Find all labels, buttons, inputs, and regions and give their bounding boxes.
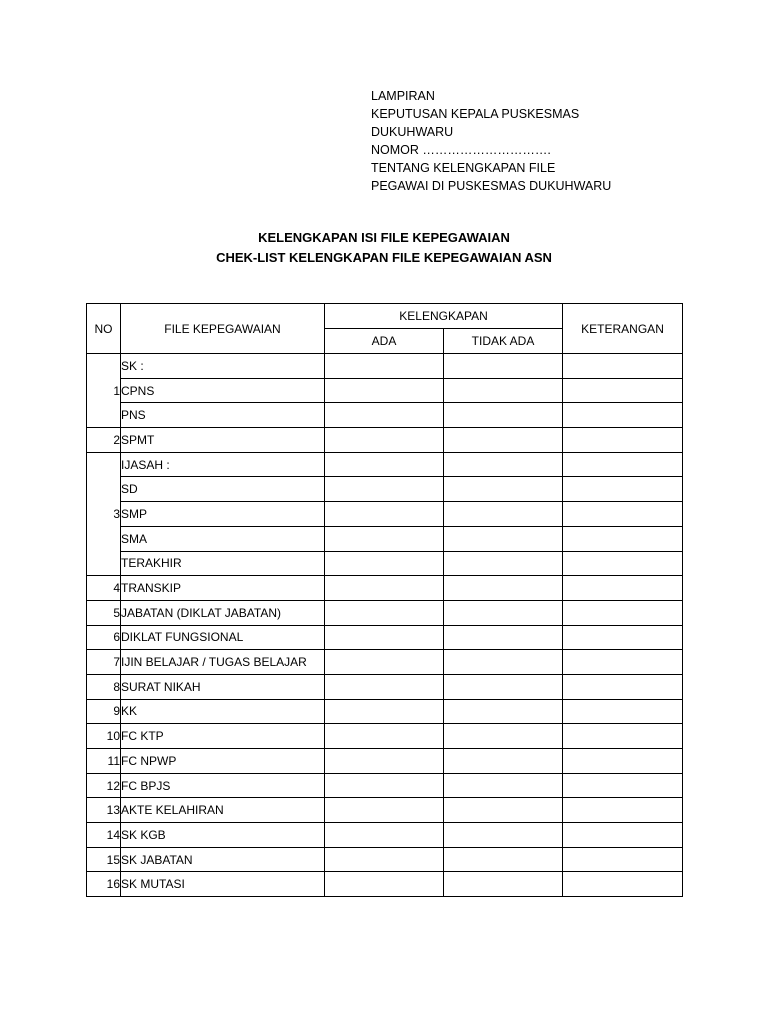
file-item-label: FC NPWP xyxy=(121,749,325,774)
row-number: 16 xyxy=(87,872,121,897)
tidak-ada-cell xyxy=(444,625,563,650)
keterangan-cell xyxy=(563,699,683,724)
table-row xyxy=(87,526,683,551)
tidak-ada-cell xyxy=(444,428,563,453)
ada-cell xyxy=(325,847,444,872)
keterangan-cell xyxy=(563,354,683,379)
keterangan-cell xyxy=(563,847,683,872)
row-number: 7 xyxy=(87,650,121,675)
file-item-label: TRANSKIP xyxy=(121,576,325,601)
ada-cell xyxy=(325,551,444,576)
row-number: 1 xyxy=(87,354,121,428)
file-item-label: AKTE KELAHIRAN xyxy=(121,798,325,823)
ada-cell xyxy=(325,526,444,551)
table-row xyxy=(87,428,683,453)
ada-cell xyxy=(325,699,444,724)
keterangan-cell xyxy=(563,452,683,477)
header-tidak-ada: TIDAK ADA xyxy=(444,329,563,354)
keterangan-cell xyxy=(563,674,683,699)
table-row xyxy=(87,724,683,749)
header-line: DUKUHWARU xyxy=(371,125,454,139)
header-file: FILE KEPEGAWAIAN xyxy=(121,304,325,354)
table-row xyxy=(87,551,683,576)
header-keterangan: KETERANGAN xyxy=(563,304,683,354)
keterangan-cell xyxy=(563,551,683,576)
keterangan-cell xyxy=(563,526,683,551)
header-line: LAMPIRAN xyxy=(371,89,435,103)
file-item-label: SD xyxy=(121,477,325,502)
row-number: 8 xyxy=(87,674,121,699)
row-number: 2 xyxy=(87,428,121,453)
keterangan-cell xyxy=(563,477,683,502)
file-item-label: DIKLAT FUNGSIONAL xyxy=(121,625,325,650)
table-row xyxy=(87,576,683,601)
checklist-table xyxy=(86,303,683,897)
keterangan-cell xyxy=(563,798,683,823)
table-row xyxy=(87,823,683,848)
row-number: 14 xyxy=(87,823,121,848)
table-row xyxy=(87,674,683,699)
header-line: KEPUTUSAN KEPALA PUSKESMAS xyxy=(371,107,580,121)
table-row xyxy=(87,699,683,724)
tidak-ada-cell xyxy=(444,823,563,848)
row-number: 9 xyxy=(87,699,121,724)
file-item-label: FC BPJS xyxy=(121,773,325,798)
table-row xyxy=(87,798,683,823)
file-item-label: FC KTP xyxy=(121,724,325,749)
ada-cell xyxy=(325,823,444,848)
tidak-ada-cell xyxy=(444,749,563,774)
keterangan-cell xyxy=(563,823,683,848)
table-row xyxy=(87,403,683,428)
table-row xyxy=(87,452,683,477)
header-line: TENTANG KELENGKAPAN FILE xyxy=(371,161,556,175)
file-item-label: SK KGB xyxy=(121,823,325,848)
tidak-ada-cell xyxy=(444,600,563,625)
keterangan-cell xyxy=(563,724,683,749)
keterangan-cell xyxy=(563,403,683,428)
header-line: NOMOR …………………………. xyxy=(371,143,551,157)
header-ada: ADA xyxy=(325,329,444,354)
ada-cell xyxy=(325,749,444,774)
file-item-label: SK MUTASI xyxy=(121,872,325,897)
tidak-ada-cell xyxy=(444,650,563,675)
keterangan-cell xyxy=(563,773,683,798)
document-title xyxy=(0,228,768,268)
keterangan-cell xyxy=(563,625,683,650)
tidak-ada-cell xyxy=(444,452,563,477)
file-item-label: SK JABATAN xyxy=(121,847,325,872)
tidak-ada-cell xyxy=(444,477,563,502)
tidak-ada-cell xyxy=(444,773,563,798)
table-row xyxy=(87,749,683,774)
keterangan-cell xyxy=(563,502,683,527)
title-line-2: CHEK-LIST KELENGKAPAN FILE KEPEGAWAIAN ASN xyxy=(216,250,552,265)
file-item-label: SK : xyxy=(121,354,325,379)
keterangan-cell xyxy=(563,650,683,675)
keterangan-cell xyxy=(563,872,683,897)
tidak-ada-cell xyxy=(444,699,563,724)
ada-cell xyxy=(325,600,444,625)
keterangan-cell xyxy=(563,378,683,403)
row-number: 15 xyxy=(87,847,121,872)
table-row xyxy=(87,378,683,403)
tidak-ada-cell xyxy=(444,674,563,699)
ada-cell xyxy=(325,354,444,379)
tidak-ada-cell xyxy=(444,798,563,823)
keterangan-cell xyxy=(563,600,683,625)
table-row xyxy=(87,773,683,798)
tidak-ada-cell xyxy=(444,526,563,551)
table-row xyxy=(87,502,683,527)
row-number: 4 xyxy=(87,576,121,601)
ada-cell xyxy=(325,625,444,650)
ada-cell xyxy=(325,502,444,527)
ada-cell xyxy=(325,403,444,428)
attachment-header xyxy=(371,87,611,195)
header-line: PEGAWAI DI PUSKESMAS DUKUHWARU xyxy=(371,179,612,193)
file-item-label: SMP xyxy=(121,502,325,527)
tidak-ada-cell xyxy=(444,872,563,897)
ada-cell xyxy=(325,798,444,823)
tidak-ada-cell xyxy=(444,378,563,403)
tidak-ada-cell xyxy=(444,354,563,379)
table-row xyxy=(87,847,683,872)
keterangan-cell xyxy=(563,749,683,774)
ada-cell xyxy=(325,452,444,477)
ada-cell xyxy=(325,477,444,502)
header-no: NO xyxy=(87,304,121,354)
ada-cell xyxy=(325,674,444,699)
ada-cell xyxy=(325,872,444,897)
row-number: 5 xyxy=(87,600,121,625)
tidak-ada-cell xyxy=(444,403,563,428)
table-row xyxy=(87,600,683,625)
file-item-label: SURAT NIKAH xyxy=(121,674,325,699)
ada-cell xyxy=(325,428,444,453)
title-line-1: KELENGKAPAN ISI FILE KEPEGAWAIAN xyxy=(258,230,510,245)
ada-cell xyxy=(325,378,444,403)
file-item-label: CPNS xyxy=(121,378,325,403)
tidak-ada-cell xyxy=(444,502,563,527)
keterangan-cell xyxy=(563,576,683,601)
row-number: 10 xyxy=(87,724,121,749)
table-row xyxy=(87,625,683,650)
file-item-label: PNS xyxy=(121,403,325,428)
tidak-ada-cell xyxy=(444,724,563,749)
keterangan-cell xyxy=(563,428,683,453)
tidak-ada-cell xyxy=(444,576,563,601)
file-item-label: SMA xyxy=(121,526,325,551)
file-item-label: IJIN BELAJAR / TUGAS BELAJAR xyxy=(121,650,325,675)
row-number: 3 xyxy=(87,452,121,575)
ada-cell xyxy=(325,650,444,675)
file-item-label: SPMT xyxy=(121,428,325,453)
row-number: 11 xyxy=(87,749,121,774)
table-row xyxy=(87,872,683,897)
ada-cell xyxy=(325,773,444,798)
file-item-label: IJASAH : xyxy=(121,452,325,477)
tidak-ada-cell xyxy=(444,847,563,872)
ada-cell xyxy=(325,724,444,749)
file-item-label: KK xyxy=(121,699,325,724)
row-number: 13 xyxy=(87,798,121,823)
ada-cell xyxy=(325,576,444,601)
table-row xyxy=(87,354,683,379)
row-number: 6 xyxy=(87,625,121,650)
row-number: 12 xyxy=(87,773,121,798)
table-row xyxy=(87,477,683,502)
table-row xyxy=(87,650,683,675)
tidak-ada-cell xyxy=(444,551,563,576)
file-item-label: JABATAN (DIKLAT JABATAN) xyxy=(121,600,325,625)
checklist-body xyxy=(87,354,683,897)
header-kelengkapan: KELENGKAPAN xyxy=(325,304,563,329)
file-item-label: TERAKHIR xyxy=(121,551,325,576)
